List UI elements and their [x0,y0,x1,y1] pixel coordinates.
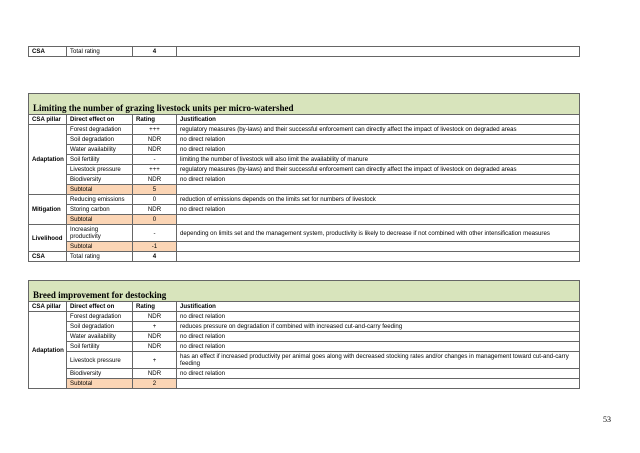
table-title: Limiting the number of grazing livestock units per micro-watershed [29,94,580,115]
subtotal-row [29,379,580,389]
table-row [29,352,580,369]
effect-cell: Biodiversity [67,175,133,185]
effect-cell: Water availability [67,145,133,155]
total-rating: 4 [133,252,177,262]
effect-cell: Soil degradation [67,135,133,145]
justification-cell: regulatory measures (by-laws) and their successful enforcement can directly affect the impact of livestock on degraded areas [177,165,580,175]
table-row [29,312,580,322]
table-row [29,155,580,165]
rating-cell: + [133,352,177,369]
effect-cell: Increasing productivity [67,225,133,242]
top-fragment-table [28,46,580,57]
col-header: Direct effect on [67,115,133,125]
subtotal-label: Subtotal [67,242,133,252]
rating-cell: +++ [133,165,177,175]
justification-cell: no direct relation [177,369,580,379]
table-row [29,165,580,175]
subtotal-row [29,185,580,195]
rating-cell: NDR [133,145,177,155]
effect-cell: Forest degradation [67,312,133,322]
rating-cell: NDR [133,205,177,215]
rating-cell: NDR [133,312,177,322]
col-header: CSA pillar [29,302,67,312]
col-header: Justification [177,302,580,312]
effect-cell: Water availability [67,332,133,342]
justification-cell: has an effect if increased productivity per animal goes along with decreased stocking rates and/or changes in management toward cut-and-carry feeding [177,352,580,369]
rating-cell: NDR [133,342,177,352]
justification-cell: reduction of emissions depends on the limits set for numbers of livestock [177,195,580,205]
justification-cell: no direct relation [177,175,580,185]
total-row [29,252,580,262]
rating-cell: - [133,155,177,165]
total-label: Total rating [67,252,133,262]
effect-cell: Livestock pressure [67,352,133,369]
table-row [29,225,580,242]
effect-cell: Biodiversity [67,369,133,379]
effect-cell: Forest degradation [67,125,133,135]
subtotal-row [29,215,580,225]
col-header: Justification [177,115,580,125]
rating-cell: - [133,225,177,242]
pillar-cell: Adaptation [29,125,67,195]
total-label: Total rating [67,47,133,57]
table-limiting-grazing [28,93,580,262]
col-header: Rating [133,115,177,125]
pillar-cell: CSA [29,252,67,262]
table-row [29,175,580,185]
rating-cell: NDR [133,369,177,379]
pillar-cell: CSA [29,47,67,57]
justification-cell: regulatory measures (by-laws) and their successful enforcement can directly affect the impact of livestock on degraded areas [177,125,580,135]
rating-cell: NDR [133,135,177,145]
rating-cell: NDR [133,175,177,185]
table-row [29,332,580,342]
header-row [29,302,580,312]
subtotal-value: 0 [133,215,177,225]
header-row [29,115,580,125]
effect-cell: Livestock pressure [67,165,133,175]
table-row [29,369,580,379]
col-header: Direct effect on [67,302,133,312]
col-header: CSA pillar [29,115,67,125]
table-title: Breed improvement for destocking [29,281,580,302]
pillar-cell: Mitigation [29,195,67,225]
justification-cell: no direct relation [177,342,580,352]
rating-cell: + [133,322,177,332]
table-row [29,135,580,145]
justification-cell: no direct relation [177,312,580,322]
table-row [29,125,580,135]
total-row [29,47,580,57]
effect-cell: Soil fertility [67,155,133,165]
effect-cell: Soil fertility [67,342,133,352]
table-row [29,205,580,215]
col-header: Rating [133,302,177,312]
subtotal-value: -1 [133,242,177,252]
justification-cell: reduces pressure on degradation if combined with increased cut-and-carry feeding [177,322,580,332]
subtotal-value: 5 [133,185,177,195]
subtotal-row [29,242,580,252]
table-breed-improvement [28,280,580,389]
subtotal-value: 2 [133,379,177,389]
justification-cell: no direct relation [177,332,580,342]
justification-cell: no direct relation [177,205,580,215]
table-row [29,145,580,155]
justification-cell: depending on limits set and the management system, productivity is likely to decrease if not combined with other intensification measures [177,225,580,242]
subtotal-label: Subtotal [67,185,133,195]
justification-cell: no direct relation [177,145,580,155]
table-row [29,342,580,352]
table-row [29,195,580,205]
pillar-cell: Livelihood [29,225,67,252]
subtotal-label: Subtotal [67,379,133,389]
effect-cell: Reducing emissions [67,195,133,205]
pillar-cell: Adaptation [29,312,67,389]
rating-cell: NDR [133,332,177,342]
table-row [29,322,580,332]
rating-cell: 0 [133,195,177,205]
effect-cell: Soil degradation [67,322,133,332]
justification-cell: limiting the number of livestock will also limit the availability of manure [177,155,580,165]
rating-cell: +++ [133,125,177,135]
effect-cell: Storing carbon [67,205,133,215]
justification-cell: no direct relation [177,135,580,145]
total-rating: 4 [133,47,177,57]
page-number: 53 [603,415,611,424]
subtotal-label: Subtotal [67,215,133,225]
